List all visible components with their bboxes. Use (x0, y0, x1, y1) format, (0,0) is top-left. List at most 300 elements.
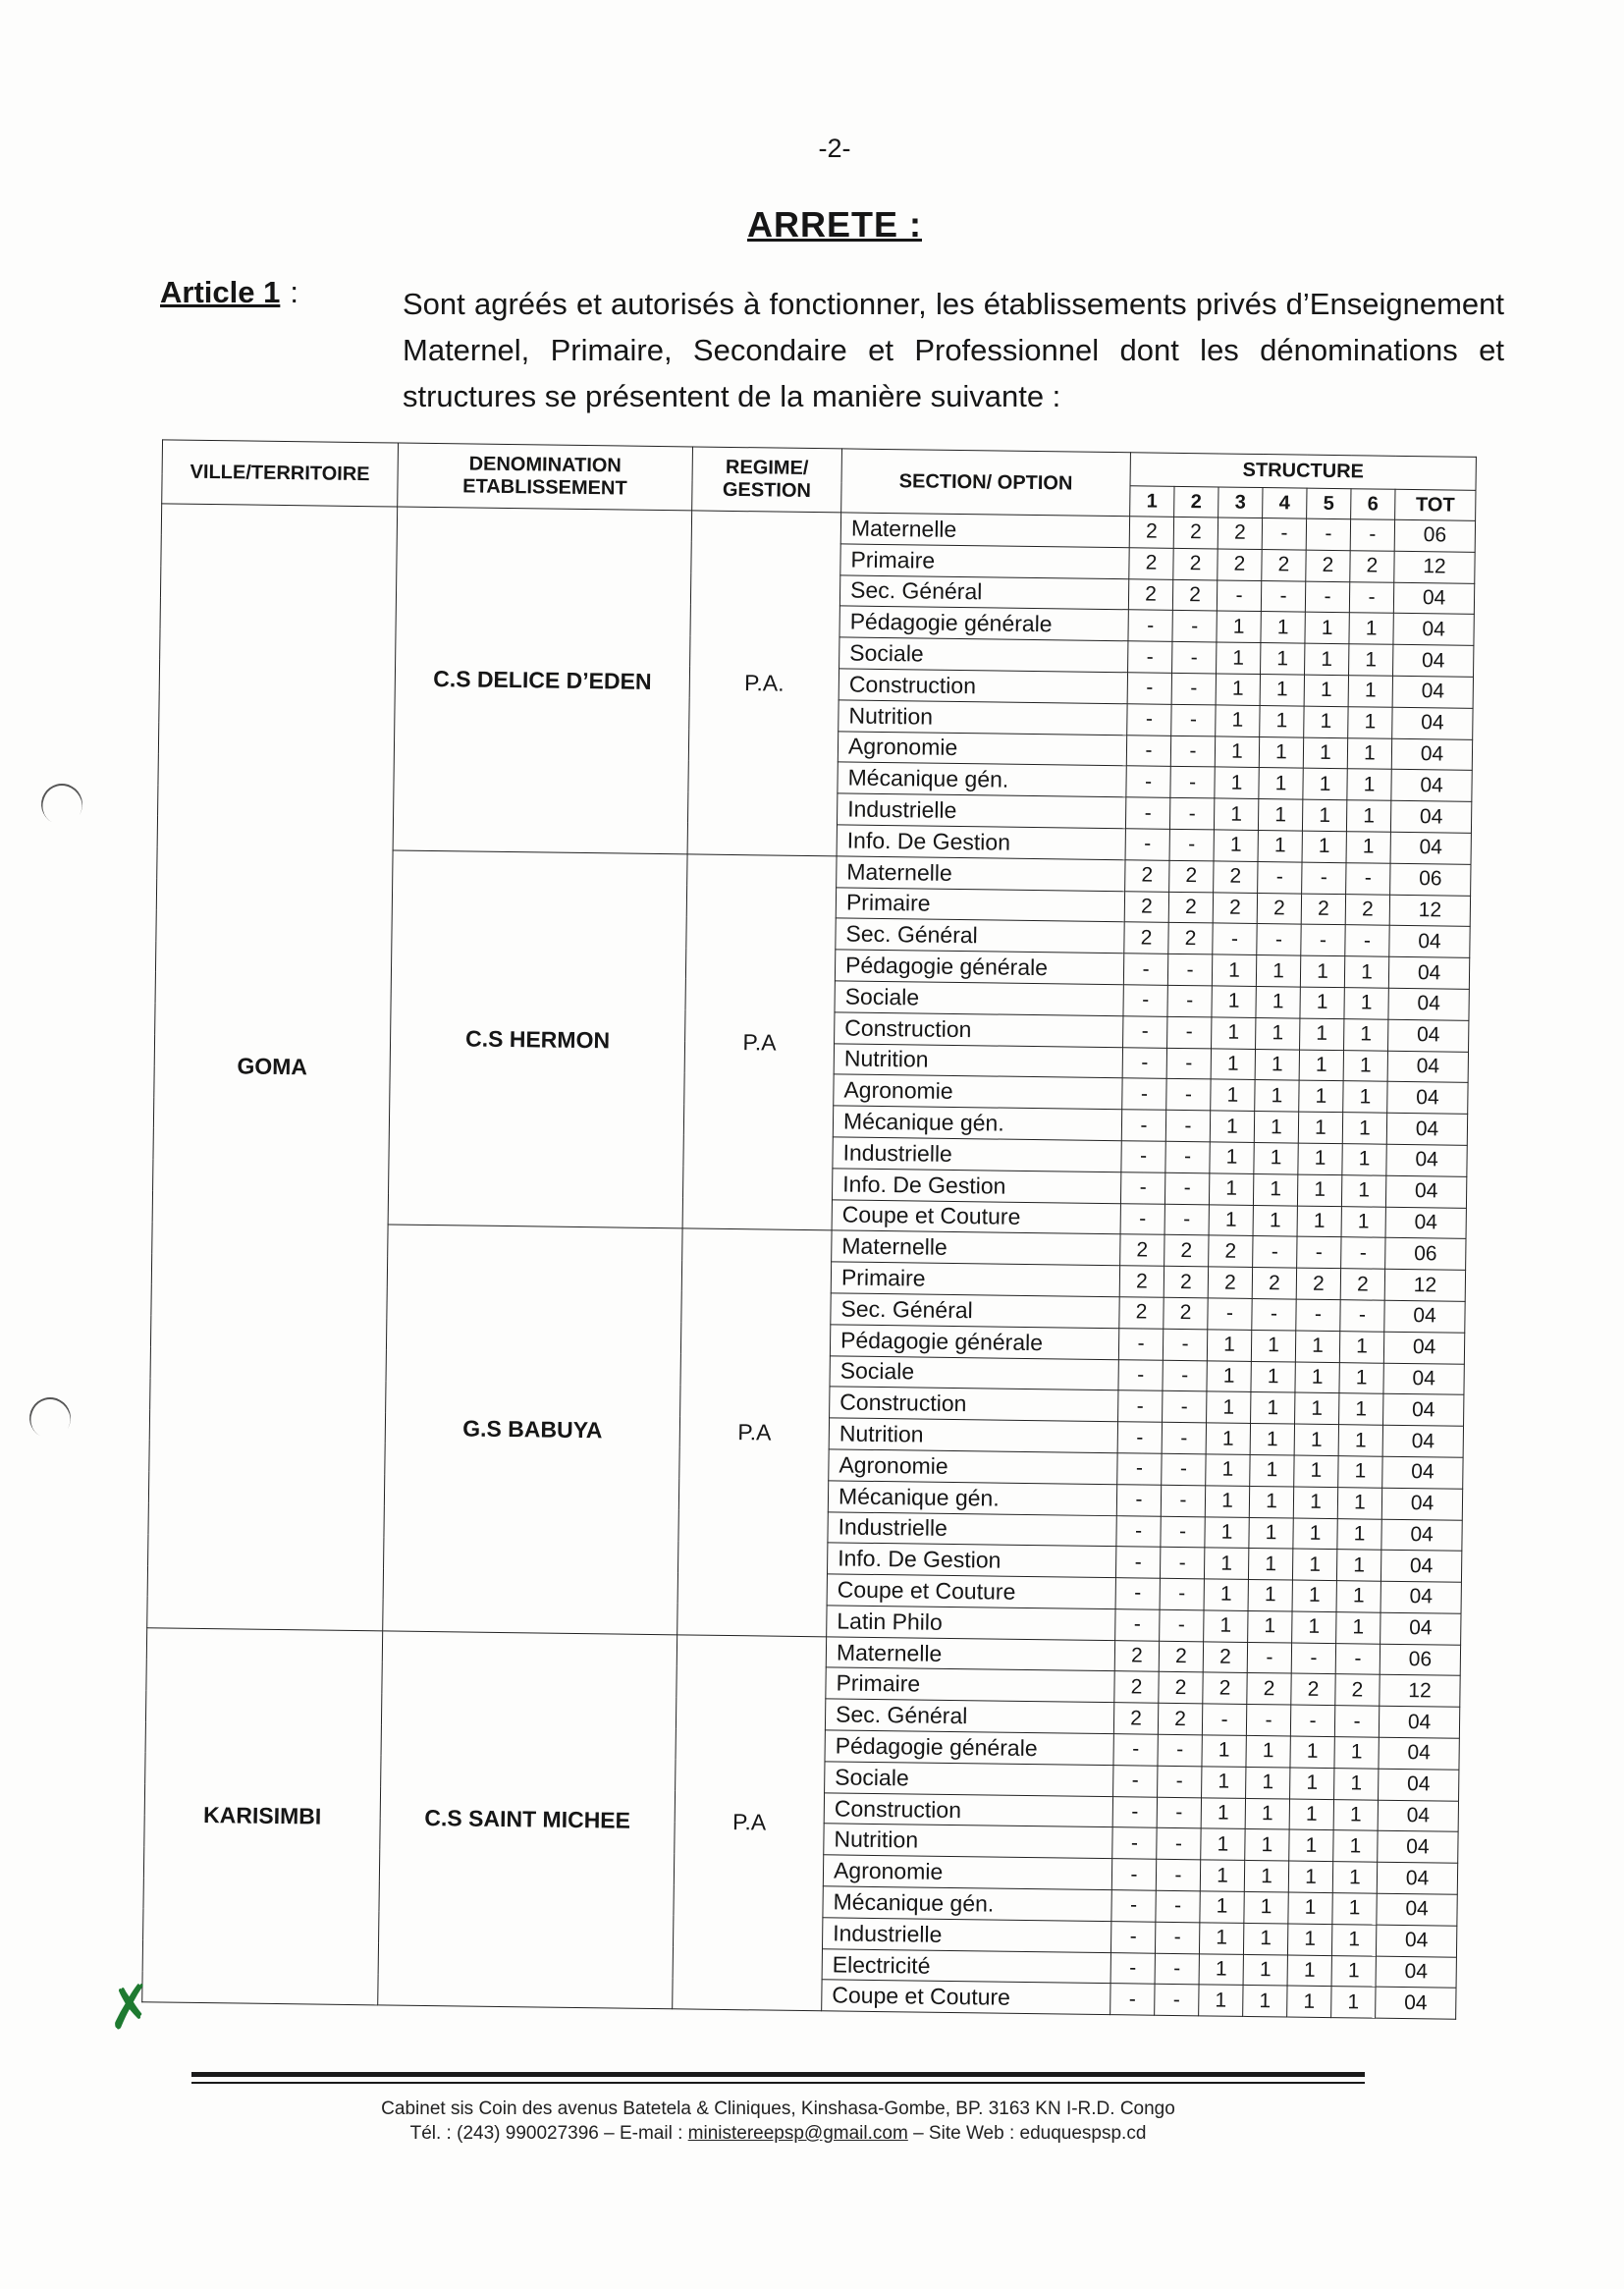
year-4-cell: - (1261, 580, 1305, 612)
year-4-cell: 1 (1244, 1861, 1288, 1892)
year-6-cell: 1 (1348, 706, 1392, 737)
section-cell: Nutrition (839, 700, 1127, 736)
section-cell: Industrielle (828, 1511, 1116, 1547)
year-3-cell: 1 (1199, 1953, 1243, 1985)
year-4-cell: 2 (1262, 549, 1306, 580)
year-1-cell: - (1123, 985, 1167, 1016)
year-1-cell: - (1123, 954, 1167, 985)
year-5-cell: 1 (1305, 613, 1349, 644)
section-cell: Info. De Gestion (837, 825, 1125, 860)
year-4-cell: 1 (1245, 1798, 1289, 1829)
total-cell: 04 (1387, 1082, 1469, 1115)
year-4-cell: 1 (1255, 1049, 1299, 1080)
year-1-cell: 2 (1114, 1640, 1159, 1671)
year-4-cell: - (1257, 924, 1301, 955)
year-3-cell: 2 (1203, 1672, 1247, 1704)
year-6-cell: 2 (1340, 1269, 1384, 1300)
year-3-cell: 1 (1210, 1142, 1254, 1173)
year-5-cell: 1 (1295, 1362, 1339, 1393)
year-3-cell: 1 (1199, 1923, 1243, 1954)
year-5-cell: 1 (1305, 643, 1349, 675)
year-4-cell: 1 (1249, 1517, 1293, 1549)
year-3-cell: 1 (1202, 1767, 1246, 1798)
year-4-cell: 1 (1254, 1112, 1298, 1143)
year-3-cell: 1 (1209, 1173, 1253, 1205)
year-4-cell: 2 (1252, 1268, 1296, 1299)
section-cell: Latin Philo (827, 1606, 1115, 1641)
year-1-cell: 2 (1114, 1671, 1159, 1703)
year-2-cell: - (1155, 1953, 1199, 1985)
year-6-cell: - (1335, 1643, 1380, 1674)
year-5-cell: 1 (1303, 737, 1347, 769)
footer-phone: Tél. : (243) 990027396 – E-mail : (409, 2123, 688, 2144)
year-3-cell: 1 (1200, 1891, 1244, 1923)
section-cell: Nutrition (834, 1043, 1122, 1078)
year-4-cell: 1 (1243, 1923, 1287, 1954)
year-2-cell: 2 (1164, 1297, 1208, 1329)
year-2-cell: - (1158, 1766, 1202, 1797)
year-4-cell: 1 (1245, 1829, 1289, 1861)
year-2-cell: - (1166, 1048, 1211, 1079)
total-cell: 04 (1391, 738, 1473, 771)
year-3-cell: 1 (1216, 705, 1260, 736)
article-label (160, 275, 298, 310)
section-cell: Construction (835, 1012, 1123, 1048)
year-2-cell: - (1163, 1360, 1207, 1391)
article-label-text: Article 1 (160, 275, 281, 309)
year-1-cell: - (1117, 1422, 1162, 1453)
section-cell: Agronomie (838, 731, 1126, 766)
footer-website: – Site Web : eduquespsp.cd (907, 2123, 1147, 2144)
year-3-cell: 1 (1217, 642, 1261, 674)
year-1-cell: 2 (1124, 922, 1168, 954)
year-6-cell: 1 (1334, 1737, 1379, 1769)
year-3-cell: 2 (1203, 1642, 1247, 1673)
year-3-cell: 1 (1201, 1828, 1245, 1860)
year-4-cell: 1 (1246, 1736, 1290, 1768)
total-cell: 04 (1393, 614, 1475, 646)
total-cell: 04 (1379, 1737, 1460, 1770)
year-1-cell: - (1115, 1547, 1160, 1578)
year-2-cell: 2 (1159, 1641, 1203, 1672)
year-2-cell: - (1163, 1391, 1207, 1423)
year-2-cell: - (1169, 829, 1214, 860)
year-2-cell: 2 (1168, 923, 1213, 954)
year-3-cell: 1 (1214, 798, 1258, 830)
footer-rule-thick (191, 2072, 1365, 2077)
year-2-cell: - (1163, 1329, 1207, 1360)
year-3-cell: 1 (1207, 1360, 1251, 1391)
year-2-cell: - (1166, 1079, 1211, 1111)
year-3-cell: 2 (1208, 1267, 1252, 1298)
year-2-cell: - (1155, 1922, 1199, 1953)
section-cell: Maternelle (826, 1637, 1114, 1672)
year-1-cell: 2 (1113, 1703, 1158, 1734)
year-1-cell: - (1123, 1015, 1167, 1047)
year-6-cell: 1 (1336, 1581, 1380, 1612)
year-3-cell: - (1217, 580, 1261, 612)
total-cell: 04 (1383, 1332, 1465, 1364)
year-6-cell: - (1341, 1237, 1385, 1269)
year-5-cell: 1 (1292, 1549, 1336, 1580)
year-6-cell: 1 (1333, 1830, 1378, 1862)
total-cell: 04 (1377, 1893, 1458, 1926)
year-4-cell: 1 (1260, 675, 1304, 706)
year-3-cell: 1 (1212, 1017, 1256, 1049)
section-cell: Sec. Général (839, 575, 1128, 611)
year-5-cell: 1 (1300, 987, 1344, 1018)
year-5-cell: 1 (1297, 1206, 1341, 1237)
year-5-cell: 1 (1295, 1392, 1339, 1424)
handwritten-mark: ✗ (101, 1970, 159, 2044)
year-4-cell: 1 (1258, 799, 1302, 831)
year-1-cell: - (1128, 610, 1172, 641)
year-4-cell: 1 (1260, 705, 1304, 736)
total-cell: 06 (1390, 863, 1472, 896)
year-1-cell: - (1111, 1890, 1156, 1922)
year-6-cell: 1 (1344, 1018, 1388, 1050)
year-2-cell: - (1172, 642, 1217, 674)
schools-table-body (142, 504, 1476, 2020)
schools-table-wrapper (102, 439, 1497, 2047)
year-3-cell: 1 (1204, 1610, 1248, 1642)
total-cell: 04 (1385, 1175, 1467, 1208)
total-cell: 04 (1380, 1551, 1462, 1583)
year-3-cell: 1 (1212, 986, 1256, 1017)
year-6-cell: 1 (1331, 1987, 1376, 2018)
year-4-cell: 1 (1256, 955, 1300, 987)
year-1-cell: - (1126, 735, 1170, 766)
year-4-cell: 1 (1254, 1142, 1298, 1173)
year-4-cell: 1 (1243, 1986, 1287, 2017)
year-2-cell: - (1156, 1890, 1200, 1922)
total-cell: 04 (1391, 770, 1473, 802)
section-cell: Maternelle (837, 856, 1125, 892)
total-cell: 04 (1381, 1488, 1463, 1520)
year-2-cell: - (1157, 1797, 1201, 1828)
year-6-cell: - (1345, 925, 1389, 956)
punch-hole-top (33, 776, 89, 832)
year-3-cell: 1 (1211, 1079, 1255, 1111)
year-4-cell: 1 (1251, 1361, 1295, 1392)
year-1-cell: 2 (1129, 517, 1173, 548)
year-5-cell: 1 (1287, 1924, 1331, 1955)
header-year-3: 3 (1218, 487, 1263, 518)
year-5-cell: 1 (1298, 1112, 1342, 1143)
year-5-cell: 1 (1287, 1955, 1331, 1987)
year-5-cell: - (1297, 1236, 1341, 1268)
section-cell: Coupe et Couture (827, 1574, 1115, 1609)
year-3-cell: 1 (1215, 736, 1259, 768)
total-cell: 04 (1389, 926, 1471, 958)
section-cell: Industrielle (837, 793, 1125, 829)
year-1-cell: 2 (1124, 891, 1168, 922)
school-name-cell: C.S SAINT MICHEE (378, 1631, 677, 2009)
section-cell: Pédagogie générale (839, 606, 1128, 641)
year-4-cell: 1 (1249, 1486, 1293, 1517)
year-5-cell: 1 (1304, 675, 1348, 706)
year-1-cell: - (1122, 1078, 1166, 1110)
total-cell: 04 (1382, 1425, 1464, 1457)
total-cell: 04 (1386, 1144, 1468, 1176)
year-3-cell: 1 (1206, 1423, 1250, 1454)
section-cell: Industrielle (822, 1918, 1110, 1953)
year-3-cell: 1 (1206, 1454, 1250, 1486)
year-4-cell: 1 (1248, 1580, 1292, 1611)
section-cell: Construction (839, 669, 1127, 704)
year-5-cell: - (1296, 1299, 1340, 1331)
total-cell: 04 (1376, 1925, 1457, 1957)
section-cell: Electricité (822, 1948, 1110, 1984)
year-1-cell: - (1121, 1141, 1165, 1172)
year-2-cell: - (1156, 1860, 1200, 1891)
regime-cell: P.A (677, 1228, 832, 1636)
footer (191, 2097, 1365, 2146)
year-5-cell: 2 (1306, 550, 1350, 581)
year-6-cell: 1 (1332, 1862, 1377, 1893)
year-6-cell: 2 (1350, 551, 1394, 582)
year-4-cell: 1 (1261, 612, 1305, 643)
section-cell: Mécanique gén. (828, 1481, 1116, 1516)
year-6-cell: 1 (1344, 956, 1388, 988)
year-6-cell: 1 (1343, 1081, 1387, 1113)
year-5-cell: 2 (1301, 894, 1345, 925)
section-cell: Agronomie (829, 1449, 1117, 1485)
section-cell: Construction (824, 1792, 1112, 1827)
year-2-cell: 2 (1169, 860, 1214, 892)
year-6-cell: 1 (1334, 1768, 1379, 1799)
year-2-cell: - (1165, 1141, 1210, 1172)
total-cell: 04 (1380, 1612, 1462, 1645)
year-2-cell: - (1167, 985, 1212, 1016)
section-cell: Industrielle (833, 1137, 1121, 1172)
year-6-cell: 1 (1331, 1955, 1376, 1987)
year-4-cell: 1 (1250, 1424, 1294, 1455)
year-5-cell: 2 (1296, 1268, 1340, 1299)
year-5-cell: 2 (1291, 1674, 1335, 1706)
school-name-cell: C.S HERMON (388, 850, 687, 1228)
year-2-cell: 2 (1164, 1235, 1209, 1267)
year-1-cell: - (1125, 797, 1169, 829)
year-1-cell: - (1127, 673, 1171, 704)
section-cell: Info. De Gestion (827, 1543, 1115, 1578)
year-2-cell: - (1158, 1734, 1202, 1766)
year-5-cell: 1 (1287, 1986, 1331, 2017)
header-year-6: 6 (1351, 489, 1395, 520)
year-4-cell: 1 (1256, 1017, 1300, 1049)
header-year-5: 5 (1307, 488, 1351, 519)
year-1-cell: - (1118, 1390, 1163, 1422)
year-3-cell: 1 (1201, 1798, 1245, 1829)
year-5-cell: - (1305, 581, 1349, 613)
year-4-cell: - (1247, 1642, 1291, 1673)
total-cell: 04 (1393, 644, 1475, 677)
year-6-cell: 1 (1341, 1174, 1385, 1206)
year-6-cell: 1 (1339, 1331, 1383, 1362)
year-5-cell: 1 (1290, 1768, 1334, 1799)
total-cell: 06 (1385, 1238, 1467, 1271)
year-4-cell: 1 (1251, 1392, 1295, 1424)
year-1-cell: - (1118, 1359, 1163, 1390)
section-cell: Mécanique gén. (833, 1106, 1121, 1141)
year-1-cell: - (1113, 1766, 1158, 1797)
total-cell: 04 (1388, 956, 1470, 989)
section-cell: Nutrition (824, 1824, 1112, 1859)
year-5-cell: - (1290, 1705, 1334, 1736)
year-4-cell: 1 (1244, 1891, 1288, 1923)
year-1-cell: - (1122, 1047, 1166, 1078)
city-cell: GOMA (147, 504, 398, 1631)
year-1-cell: - (1120, 1203, 1164, 1234)
total-cell: 12 (1394, 551, 1476, 583)
total-cell: 12 (1380, 1675, 1461, 1708)
year-1-cell: - (1111, 1859, 1156, 1890)
year-6-cell: 1 (1344, 988, 1388, 1019)
year-6-cell: 2 (1345, 894, 1389, 925)
year-4-cell: 1 (1243, 1954, 1287, 1986)
year-4-cell: 1 (1248, 1610, 1292, 1642)
year-3-cell: 2 (1209, 1235, 1253, 1267)
year-5-cell: 1 (1288, 1861, 1332, 1892)
section-cell: Coupe et Couture (832, 1199, 1120, 1234)
header-regime: REGIME/ GESTION (692, 447, 842, 513)
year-6-cell: - (1350, 519, 1394, 551)
year-2-cell: 2 (1158, 1704, 1202, 1735)
year-5-cell: 1 (1297, 1174, 1341, 1206)
year-6-cell: - (1340, 1300, 1384, 1332)
year-5-cell: - (1301, 924, 1345, 955)
year-1-cell: 2 (1119, 1266, 1164, 1297)
year-6-cell: 1 (1339, 1393, 1383, 1425)
header-city: VILLE/TERRITOIRE (162, 440, 399, 507)
year-1-cell: - (1116, 1515, 1161, 1547)
section-cell: Sec. Général (825, 1699, 1113, 1734)
year-2-cell: 2 (1173, 548, 1218, 579)
year-6-cell: 1 (1337, 1487, 1381, 1518)
year-2-cell: - (1162, 1453, 1206, 1485)
year-1-cell: - (1110, 1984, 1155, 2015)
year-3-cell: 2 (1218, 518, 1262, 549)
year-2-cell: - (1171, 673, 1216, 704)
year-6-cell: - (1349, 581, 1393, 613)
year-6-cell: 1 (1333, 1799, 1378, 1830)
year-1-cell: 2 (1128, 578, 1172, 610)
header-total: TOT (1395, 489, 1476, 520)
year-4-cell: 1 (1261, 643, 1305, 675)
year-2-cell: - (1167, 1016, 1212, 1048)
year-1-cell: - (1113, 1734, 1158, 1766)
year-2-cell: - (1155, 1985, 1199, 2016)
total-cell: 04 (1387, 1051, 1469, 1083)
year-4-cell: 1 (1253, 1205, 1297, 1236)
year-3-cell: 1 (1199, 1985, 1243, 2016)
year-2-cell: - (1164, 1204, 1209, 1235)
year-2-cell: - (1169, 798, 1214, 830)
year-1-cell: 2 (1129, 548, 1173, 579)
section-cell: Info. De Gestion (832, 1169, 1120, 1204)
year-5-cell: 1 (1289, 1799, 1333, 1830)
section-cell: Primaire (836, 887, 1124, 922)
year-5-cell: 1 (1300, 955, 1344, 987)
year-2-cell: - (1165, 1110, 1210, 1141)
year-5-cell: 1 (1300, 1018, 1344, 1050)
year-3-cell: 1 (1215, 767, 1259, 798)
section-cell: Pédagogie générale (830, 1325, 1118, 1360)
footer-address: Cabinet sis Coin des avenus Batetela & Cliniques, Kinshasa-Gombe, BP. 3163 KN I-R.D. Congo (381, 2098, 1175, 2119)
year-1-cell: 2 (1120, 1234, 1164, 1266)
year-1-cell: - (1118, 1328, 1163, 1359)
year-3-cell: 1 (1214, 830, 1258, 861)
total-cell: 04 (1392, 707, 1474, 739)
year-5-cell: 1 (1294, 1455, 1338, 1487)
year-2-cell: - (1161, 1516, 1205, 1548)
year-6-cell: 1 (1337, 1518, 1381, 1550)
section-cell: Sec. Général (836, 918, 1124, 954)
year-3-cell: 2 (1214, 861, 1258, 893)
year-6-cell: 1 (1346, 832, 1390, 863)
schools-table (141, 439, 1477, 2020)
total-cell: 04 (1393, 582, 1475, 615)
year-5-cell: 1 (1289, 1829, 1333, 1861)
school-name-cell: G.S BABUYA (383, 1225, 682, 1634)
year-5-cell: 1 (1288, 1892, 1332, 1924)
section-cell: Sociale (825, 1762, 1113, 1797)
total-cell: 04 (1386, 1113, 1468, 1145)
year-3-cell: - (1213, 923, 1257, 954)
header-year-2: 2 (1174, 486, 1218, 518)
year-1-cell: - (1126, 766, 1170, 797)
year-2-cell: 2 (1172, 579, 1217, 611)
total-cell: 04 (1383, 1394, 1465, 1427)
year-6-cell: 1 (1332, 1893, 1377, 1925)
year-4-cell: 1 (1255, 1080, 1299, 1112)
year-5-cell: - (1306, 518, 1350, 550)
year-3-cell: 1 (1204, 1548, 1248, 1579)
year-5-cell: 1 (1302, 799, 1346, 831)
year-6-cell: 1 (1349, 613, 1393, 644)
year-3-cell: - (1208, 1298, 1252, 1330)
year-3-cell: 1 (1205, 1516, 1249, 1548)
total-cell: 04 (1382, 1456, 1464, 1489)
total-cell: 06 (1380, 1644, 1461, 1676)
year-1-cell: - (1112, 1827, 1157, 1859)
total-cell: 12 (1389, 895, 1471, 927)
total-cell: 04 (1381, 1519, 1463, 1552)
year-6-cell: 1 (1347, 737, 1391, 769)
section-cell: Primaire (831, 1262, 1119, 1297)
year-2-cell: - (1171, 704, 1216, 736)
total-cell: 04 (1376, 1988, 1457, 2020)
year-4-cell: 1 (1253, 1173, 1297, 1205)
year-2-cell: - (1170, 767, 1215, 798)
regime-cell: P.A (682, 854, 837, 1231)
year-4-cell: - (1246, 1705, 1290, 1736)
section-cell: Sociale (835, 981, 1123, 1016)
header-year-4: 4 (1263, 488, 1307, 519)
year-3-cell: 1 (1216, 674, 1260, 705)
year-5-cell: 1 (1290, 1736, 1334, 1768)
article-label-colon: : (290, 275, 298, 309)
year-6-cell: 1 (1348, 676, 1392, 707)
total-cell: 04 (1378, 1831, 1459, 1864)
year-5-cell: 1 (1298, 1143, 1342, 1174)
year-4-cell: 2 (1257, 893, 1301, 924)
footer-email[interactable]: ministereepsp@gmail.com (687, 2123, 908, 2144)
year-3-cell: 2 (1213, 892, 1257, 923)
year-1-cell: 2 (1119, 1297, 1164, 1329)
regime-cell: P.A (673, 1635, 827, 2012)
year-2-cell: - (1160, 1578, 1204, 1609)
